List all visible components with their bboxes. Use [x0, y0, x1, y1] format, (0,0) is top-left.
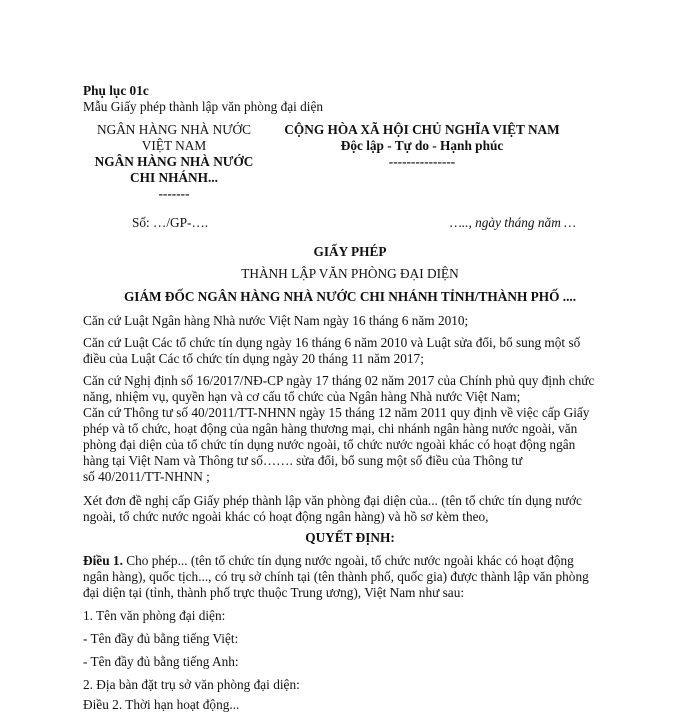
article-2-partial: Điều 2. Thời hạn hoạt động... [83, 697, 240, 712]
legal-basis-4-line: Căn cứ Thông tư số 40/2011/TT-NHNN ngày 15 tháng 12 năm 2011 quy định về việc cấp Giấy [83, 405, 590, 420]
legal-basis-1: Căn cứ Luật Ngân hàng Nhà nước Việt Nam ngày 16 tháng 6 năm 2010; [83, 313, 469, 328]
legal-basis-3-line: năng, nhiệm vụ, quyền hạn và cơ cấu tổ chức của Ngân hàng Nhà nước Việt Nam; [83, 389, 521, 404]
application-consideration [83, 493, 608, 525]
item-office-location: 2. Địa bàn đặt trụ sở văn phòng đại diện: [83, 677, 300, 692]
article-1-line [83, 553, 608, 569]
article-1 [83, 553, 608, 601]
country-name: CỘNG HÒA XÃ HỘI CHỦ NGHĨA VIỆT NAM [284, 122, 560, 137]
legal-basis-4-line: hàng tại Việt Nam và Thông tư số……. sửa đổi, bổ sung một số điều của Thông tư [83, 453, 523, 468]
article-1-line: ngân hàng), quốc tịch..., có trụ sở chính tại (tên thành phố, quốc gia) được thành lập văn phòng [83, 569, 589, 584]
motto-divider: --------------- [388, 154, 456, 169]
article-1-line: đại diện tại (tỉnh, thành phố trực thuộc Trung ương), Việt Nam như sau: [83, 585, 465, 600]
document-title: GIẤY PHÉP [313, 244, 387, 259]
issuer-block [74, 122, 274, 202]
document-subtitle: THÀNH LẬP VĂN PHÒNG ĐẠI DIỆN [241, 266, 459, 281]
appendix-title: Phụ lục 01c [83, 83, 149, 98]
issuer-line-3: NGÂN HÀNG NHÀ NƯỚC [94, 154, 254, 169]
document-number: Số: …/GP-…. [132, 215, 209, 230]
document-date: ….., ngày tháng năm … [450, 215, 576, 230]
legal-basis-2-line: Căn cứ Luật Các tổ chức tín dụng ngày 16 tháng 6 năm 2010 và Luật sửa đổi, bổ sung một số [83, 335, 581, 350]
legal-basis-4 [83, 405, 608, 485]
legal-basis-2 [83, 335, 608, 367]
issuer-divider: ------- [158, 186, 190, 201]
legal-basis-3 [83, 373, 608, 405]
national-motto-block [272, 122, 572, 170]
item-office-name: 1. Tên văn phòng đại diện: [83, 608, 226, 623]
appendix-subtitle: Mẫu Giấy phép thành lập văn phòng đại diện [83, 99, 324, 114]
issuer-line-2: VIỆT NAM [141, 138, 207, 153]
consideration-line: Xét đơn đề nghị cấp Giấy phép thành lập văn phòng đại diện của... (tên tổ chức tín dụng nước [83, 493, 582, 508]
motto: Độc lập - Tự do - Hạnh phúc [340, 138, 504, 153]
issuer-line-4: CHI NHÁNH... [130, 170, 218, 185]
article-1-label: Điều 1. [83, 553, 123, 568]
legal-basis-2-line: điều của Luật Các tổ chức tín dụng ngày 20 tháng 11 năm 2017; [83, 351, 424, 366]
consideration-line: ngoài, tổ chức nước ngoài khác có hoạt động ngân hàng) và hồ sơ kèm theo, [83, 509, 489, 524]
legal-basis-3-line: Căn cứ Nghị định số 16/2017/NĐ-CP ngày 17 tháng 02 năm 2017 của Chính phủ quy định chức [83, 373, 595, 388]
issuer-line-1: NGÂN HÀNG NHÀ NƯỚC [97, 122, 251, 137]
decision-heading: QUYẾT ĐỊNH: [305, 530, 395, 545]
legal-basis-4-line: phép và tổ chức, hoạt động của ngân hàng thương mại, chi nhánh ngân hàng nước ngoài, văn [83, 421, 578, 436]
issuing-authority: GIÁM ĐỐC NGÂN HÀNG NHÀ NƯỚC CHI NHÁNH TỈNH/THÀNH PHỐ .... [123, 289, 577, 304]
legal-basis-4-line: phòng đại diện của tổ chức tín dụng nước ngoài, tổ chức nước ngoài khác có hoạt động ngân [83, 437, 576, 452]
item-name-vietnamese: - Tên đầy đủ bằng tiếng Việt: [83, 631, 239, 646]
article-1-text: Cho phép... (tên tổ chức tín dụng nước ngoài, tổ chức nước ngoài khác có hoạt động [122, 553, 574, 568]
legal-basis-4-line: số 40/2011/TT-NHNN ; [83, 469, 210, 484]
item-name-english: - Tên đầy đủ bằng tiếng Anh: [83, 654, 239, 669]
